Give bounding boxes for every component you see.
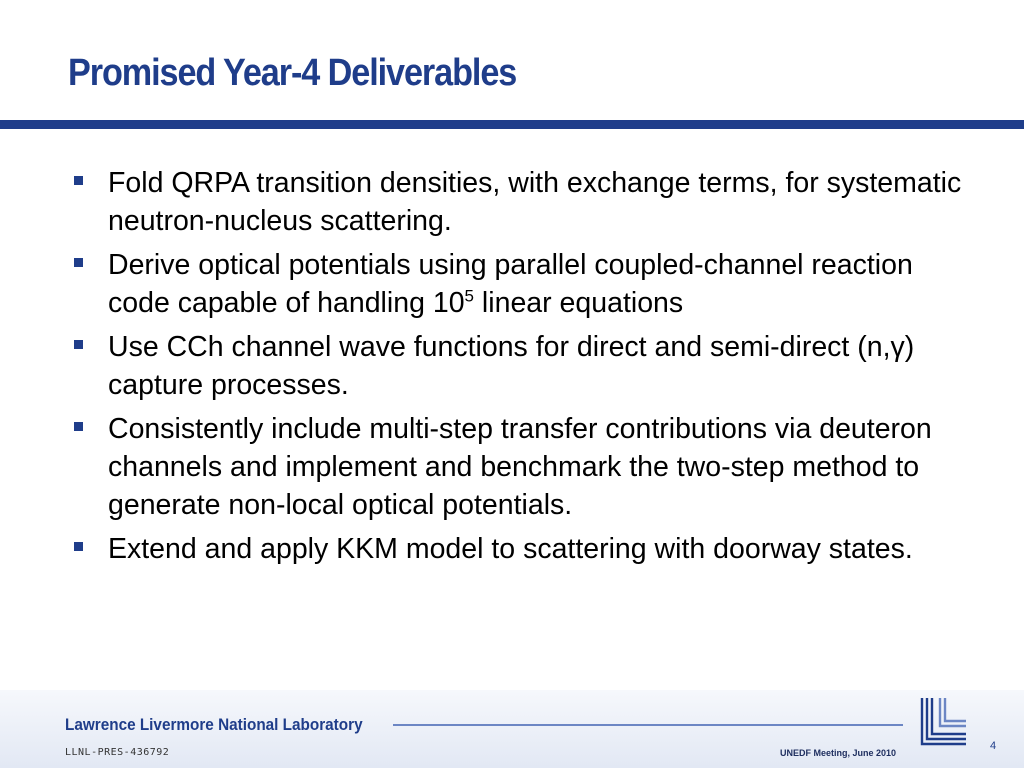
bullet-text: Consistently include multi-step transfer contributions via deuteron channels and implement and benchmark the two-step method to generate non-local optical potentials. <box>108 413 932 521</box>
lab-name: Lawrence Livermore National Laboratory <box>65 715 363 734</box>
document-id: LLNL-PRES-436792 <box>65 747 170 758</box>
square-bullet-icon <box>74 176 83 185</box>
square-bullet-icon <box>74 542 83 551</box>
bullet-text-tail: linear equations <box>474 287 684 319</box>
square-bullet-icon <box>74 340 83 349</box>
bullet-list <box>72 164 972 574</box>
llnl-logo-icon <box>918 696 970 750</box>
bullet-item <box>72 328 972 404</box>
bullet-item <box>72 164 972 240</box>
bullet-text-main: Derive optical potentials using parallel coupled-channel reaction code capable of handling 10 <box>108 249 913 319</box>
bullet-item <box>72 410 972 524</box>
slide-title: Promised Year-4 Deliverables <box>68 52 517 94</box>
bullet-text: Fold QRPA transition densities, with exchange terms, for systematic neutron-nucleus scattering. <box>108 167 962 237</box>
bullet-item <box>72 246 972 322</box>
footer-divider <box>393 724 903 726</box>
square-bullet-icon <box>74 422 83 431</box>
bullet-text: Extend and apply KKM model to scattering with doorway states. <box>108 533 913 565</box>
meeting-label: UNEDF Meeting, June 2010 <box>780 748 897 758</box>
exponent: 5 <box>464 286 475 306</box>
page-number: 4 <box>990 740 997 752</box>
bullet-item <box>72 530 972 568</box>
square-bullet-icon <box>74 258 83 267</box>
bullet-text: Use CCh channel wave functions for direct and semi-direct (n,γ) capture processes. <box>108 331 915 401</box>
bullet-text <box>108 249 913 319</box>
title-underline <box>0 120 1024 129</box>
